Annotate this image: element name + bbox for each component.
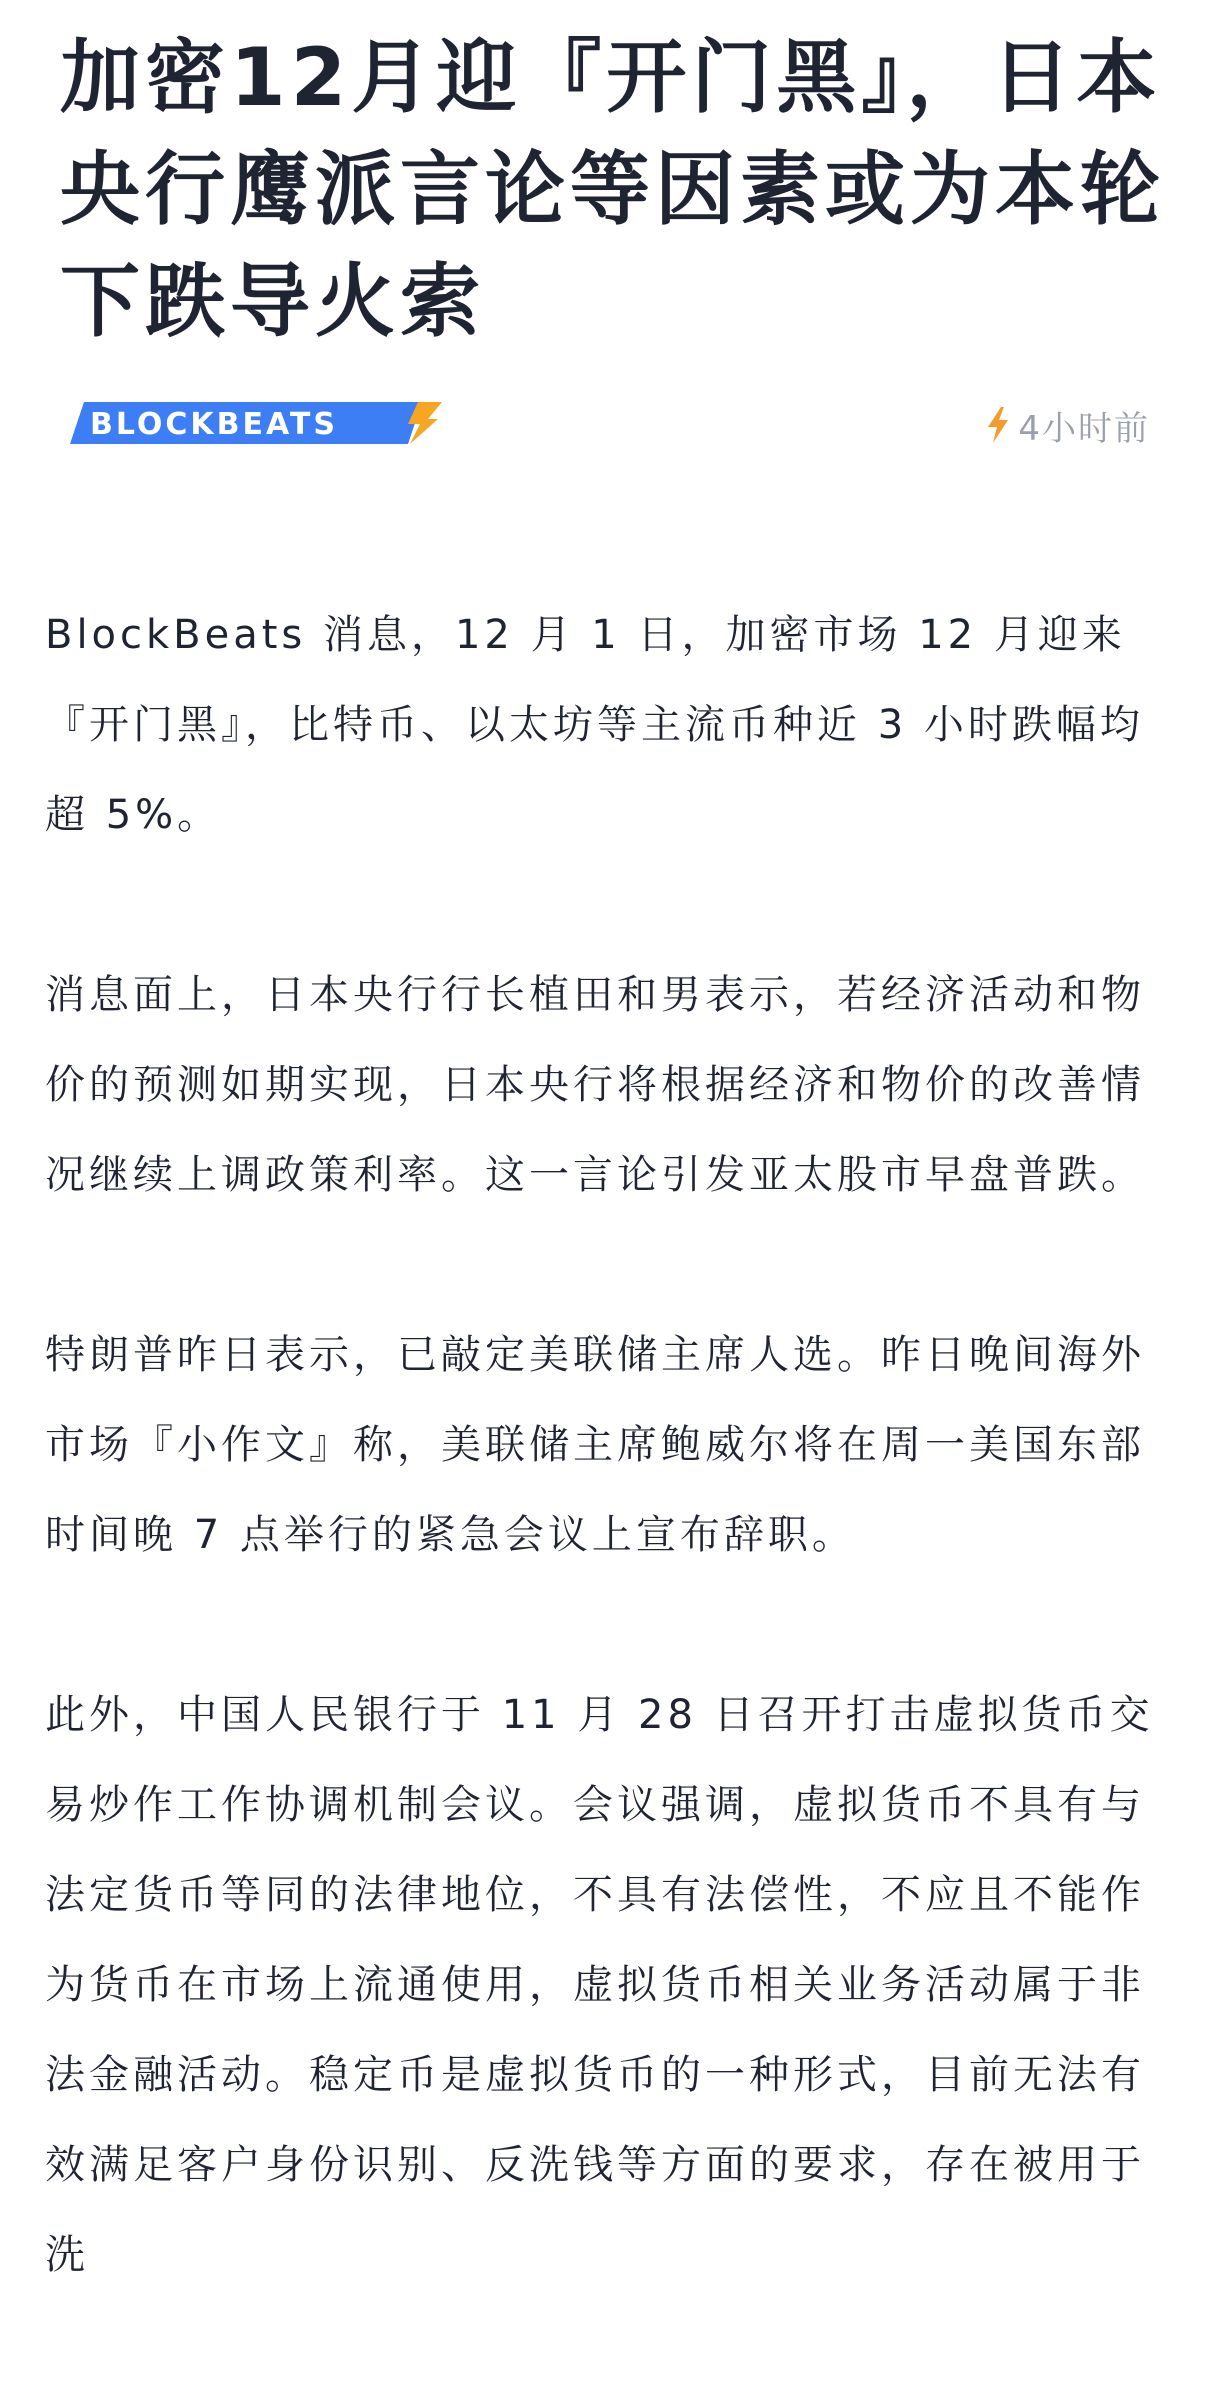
publish-time [986,395,1150,455]
brand-logo-text: BLOCKBEATS [90,407,338,442]
article-body [45,590,1160,2390]
article-title: 加密12月迎『开门黑』，日本央行鹰派言论等因素或为本轮下跌导火索 [60,31,1165,348]
lightning-icon [986,407,1010,443]
paragraph: 特朗普昨日表示，已敲定美联储主席人选。昨日晚间海外市场『小作文』称，美联储主席鲍威尔将在周一美国东部时间晚 7 点举行的紧急会议上宣布辞职。 [45,1332,1145,1558]
paragraph: 消息面上，日本央行行长植田和男表示，若经济活动和物价的预测如期实现，日本央行将根据经济和物价的改善情况继续上调政策利率。这一言论引发亚太股市早盘普跌。 [45,972,1145,1198]
article-meta [70,395,1150,455]
blockbeats-logo[interactable] [70,402,442,444]
brand-logo-graphic [70,402,442,444]
paragraph: BlockBeats 消息，12 月 1 日，加密市场 12 月迎来『开门黑』，比特币、以太坊等主流币种近 3 小时跌幅均超 5%。 [45,612,1144,838]
paragraph: 此外，中国人民银行于 11 月 28 日召开打击虚拟货币交易炒作工作协调机制会议。会议强调，虚拟货币不具有与法定货币等同的法律地位，不具有法偿性，不应且不能作为货币在市场上流通使用，虚拟货币相关业务活动属于非法金融活动。稳定币是虚拟货币的一种形式，目前无法有效满足客户身份识别、反洗钱等方面的要求，存在被用于洗 [45,1692,1154,2278]
time-label: 4小时前 [1018,408,1150,449]
